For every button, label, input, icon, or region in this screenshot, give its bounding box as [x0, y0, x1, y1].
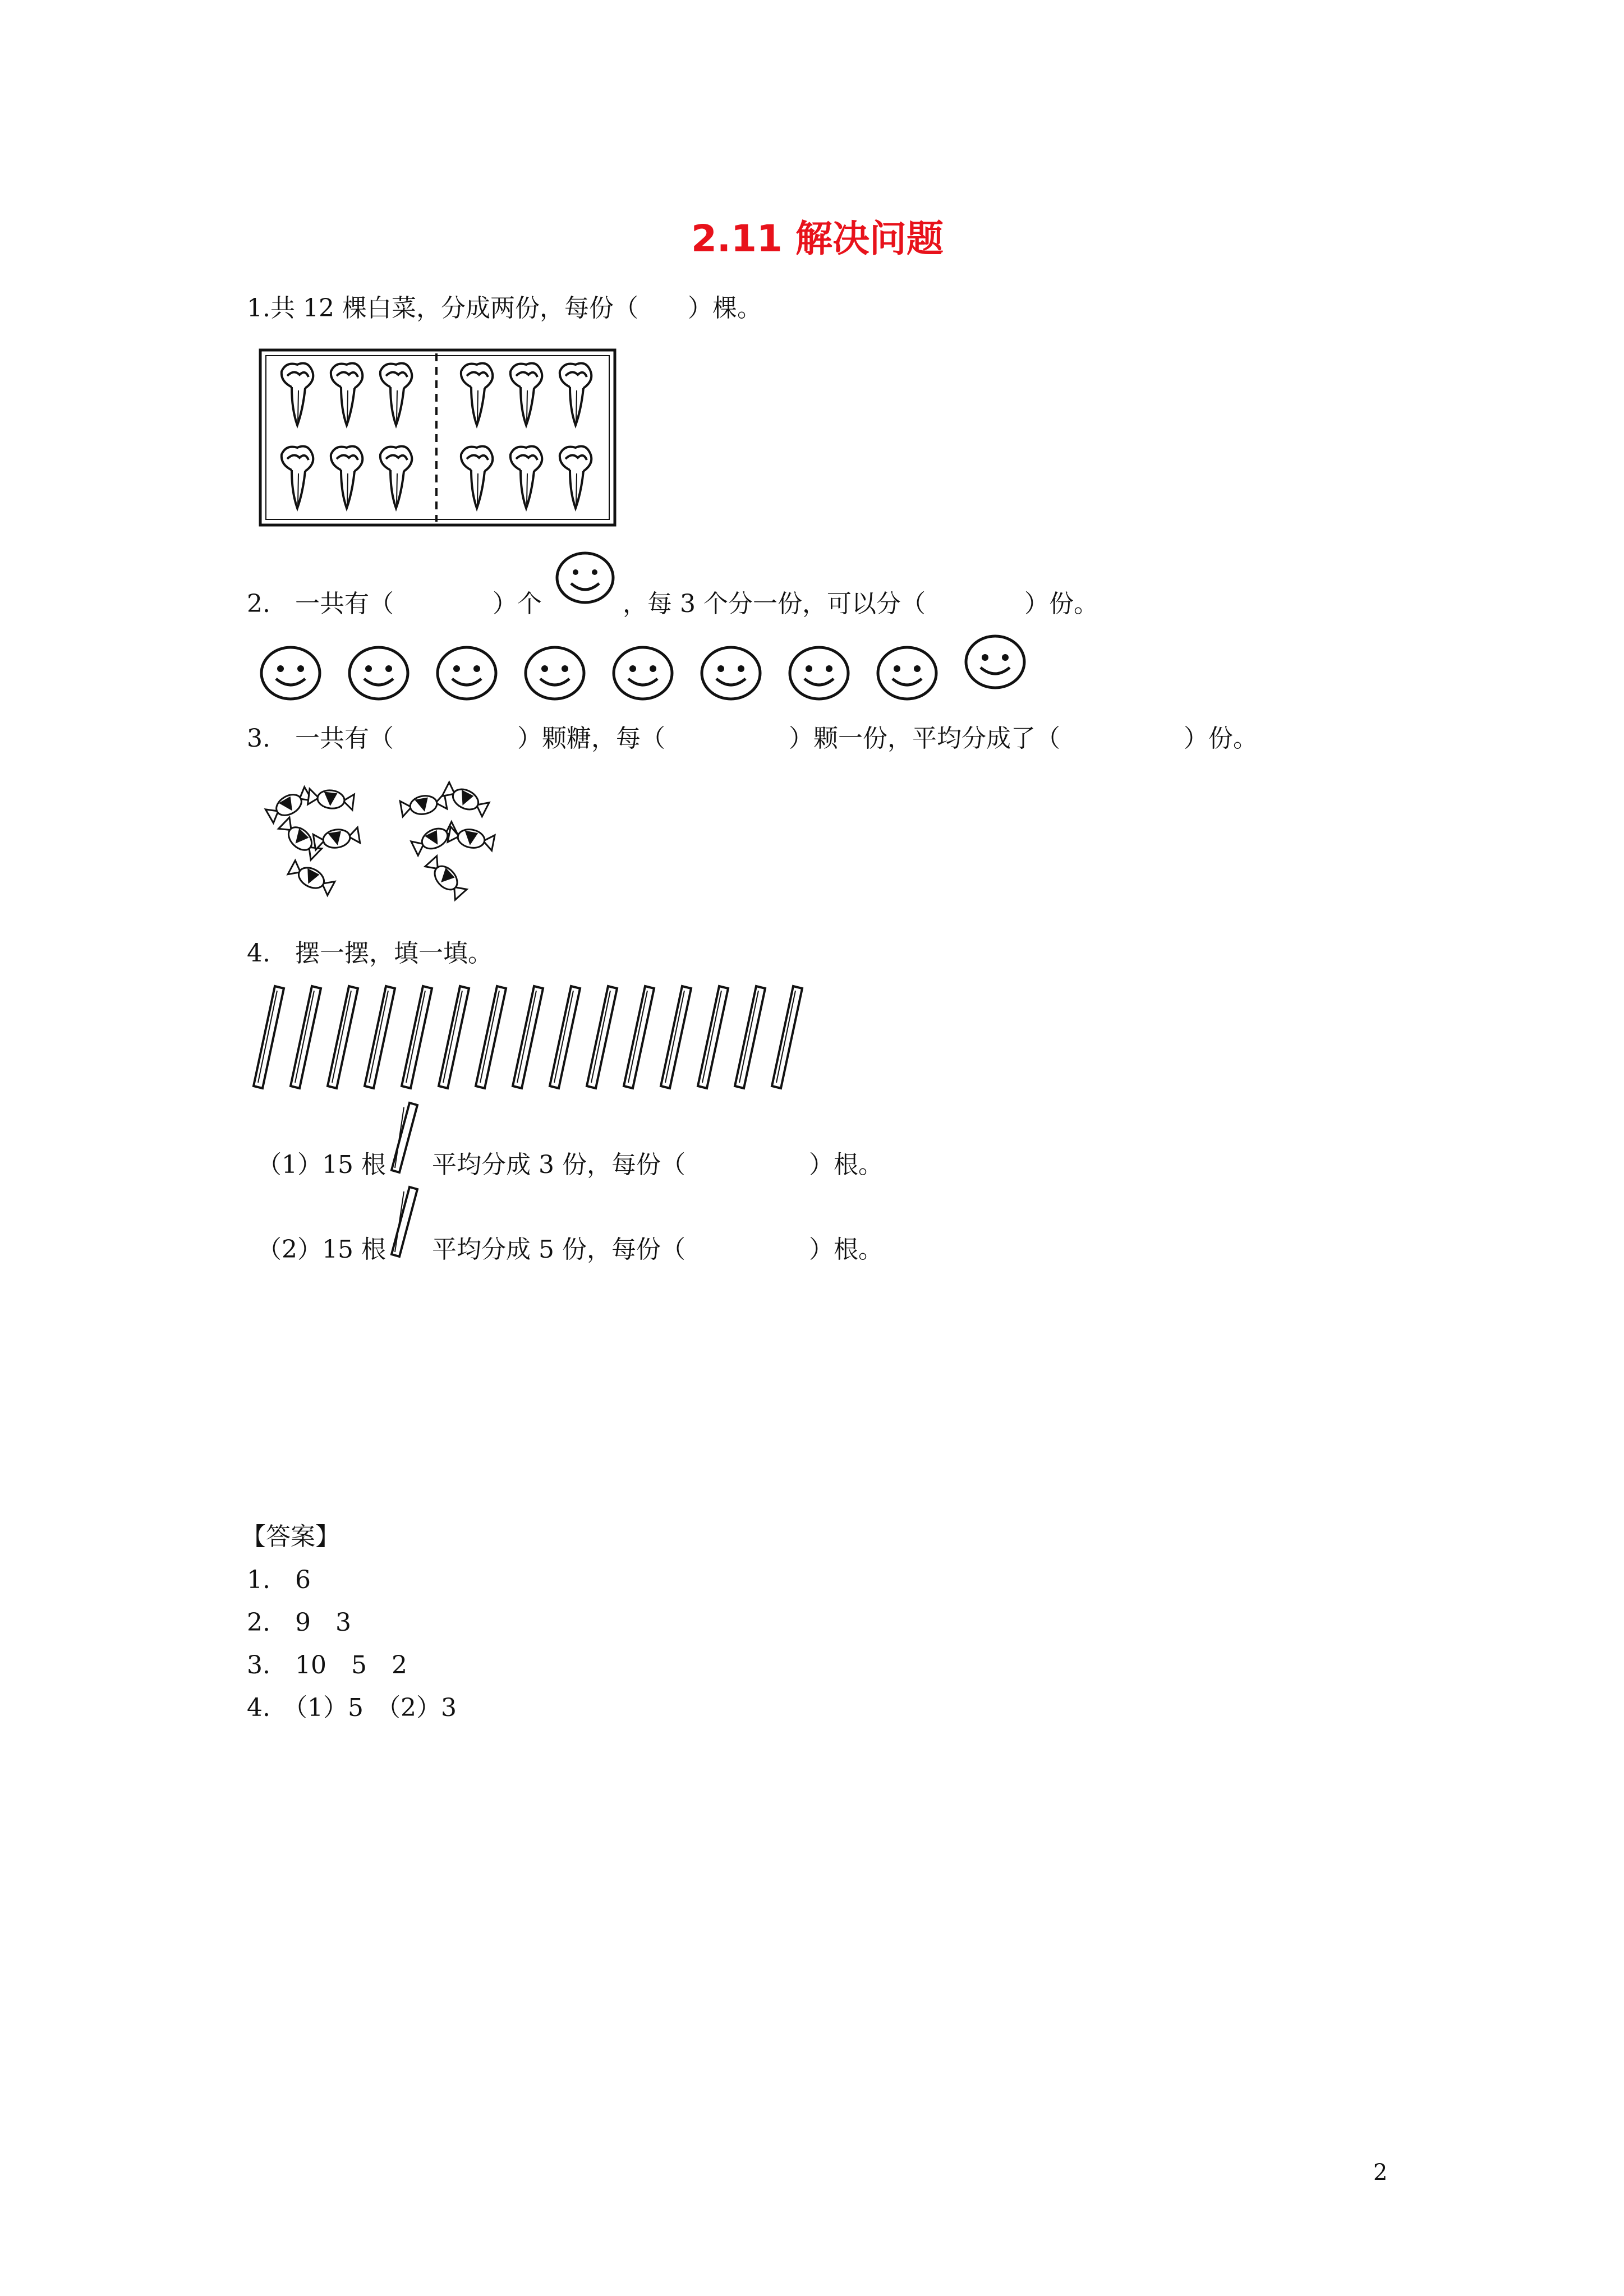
stick-inline-icon-1 — [387, 1099, 421, 1178]
cabbage-icon — [461, 447, 493, 508]
cabbage-box — [258, 348, 617, 527]
stick-icon — [402, 986, 432, 1088]
answer-line-1: 1. 6 — [247, 1566, 311, 1594]
answers-heading: 【答案】 — [241, 1522, 340, 1551]
question-4-sub1-b: 平均分成 3 份，每份（ ）根。 — [432, 1151, 883, 1179]
candy-icon — [441, 781, 490, 818]
cabbage-icon — [331, 364, 362, 425]
question-3-text: 3. 一共有（ ）颗糖，每（ ）颗一份，平均分成了（ ）份。 — [247, 724, 1258, 753]
stick-icon — [587, 986, 617, 1088]
cabbage-icon — [282, 447, 313, 508]
smiley-icon — [438, 647, 496, 699]
stick-row — [247, 982, 830, 1094]
question-4-sub2-a: （2）15 根 — [257, 1235, 386, 1264]
stick-icon — [254, 986, 284, 1088]
candy-icon — [307, 788, 354, 811]
candy-icon — [424, 855, 467, 901]
stick-icon — [772, 986, 802, 1088]
question-4-sub1-a: （1）15 根 — [257, 1151, 386, 1179]
question-2-part1: 2. 一共有（ ）个 — [247, 590, 542, 618]
smiley-icon — [878, 647, 936, 699]
answer-line-3: 3. 10 5 2 — [247, 1651, 407, 1680]
stick-icon — [476, 986, 506, 1088]
smiley-icon — [702, 647, 760, 699]
smiley-icon — [614, 647, 672, 699]
smiley-inline-icon — [554, 550, 616, 606]
stick-icon — [365, 986, 395, 1088]
smiley-row — [258, 634, 1055, 701]
smiley-icon — [349, 647, 408, 699]
stick-icon — [550, 986, 580, 1088]
stick-icon — [439, 986, 469, 1088]
cabbage-icon — [510, 447, 542, 508]
stick-icon — [661, 986, 691, 1088]
answer-line-2: 2. 9 3 — [247, 1608, 351, 1637]
page-title: 2.11 解决问题 — [691, 217, 944, 260]
smiley-icon — [526, 647, 584, 699]
stick-inline-icon-2 — [387, 1184, 421, 1262]
smiley-icon — [790, 647, 848, 699]
question-4-title: 4. 摆一摆，填一填。 — [247, 939, 493, 968]
question-1-text: 1.共 12 棵白菜，分成两份，每份（ ）棵。 — [247, 294, 762, 323]
stick-icon — [698, 986, 728, 1088]
cabbage-icon — [560, 364, 591, 425]
stick-icon — [513, 986, 543, 1088]
cabbage-icon — [560, 447, 591, 508]
question-2-part2: ，每 3 个分一份，可以分（ ）份。 — [623, 590, 1098, 618]
smiley-icon — [261, 647, 320, 699]
candy-icon — [400, 792, 447, 817]
cabbage-icon — [331, 447, 362, 508]
cabbage-icon — [282, 364, 313, 425]
smiley-icon — [966, 636, 1024, 688]
stick-icon — [291, 986, 321, 1088]
stick-icon — [624, 986, 654, 1088]
cabbage-icon — [380, 364, 412, 425]
stick-icon — [735, 986, 765, 1088]
stick-icon — [328, 986, 358, 1088]
answer-line-4: 4. （1）5 （2）3 — [247, 1694, 457, 1722]
candy-icon — [313, 826, 360, 851]
cabbage-icon — [510, 364, 542, 425]
cabbage-icon — [461, 364, 493, 425]
question-4-sub2-b: 平均分成 5 份，每份（ ）根。 — [432, 1235, 883, 1264]
candy-group — [258, 780, 527, 909]
candy-icon — [287, 859, 335, 896]
cabbage-icon — [380, 447, 412, 508]
page-number: 2 — [1373, 2160, 1388, 2185]
